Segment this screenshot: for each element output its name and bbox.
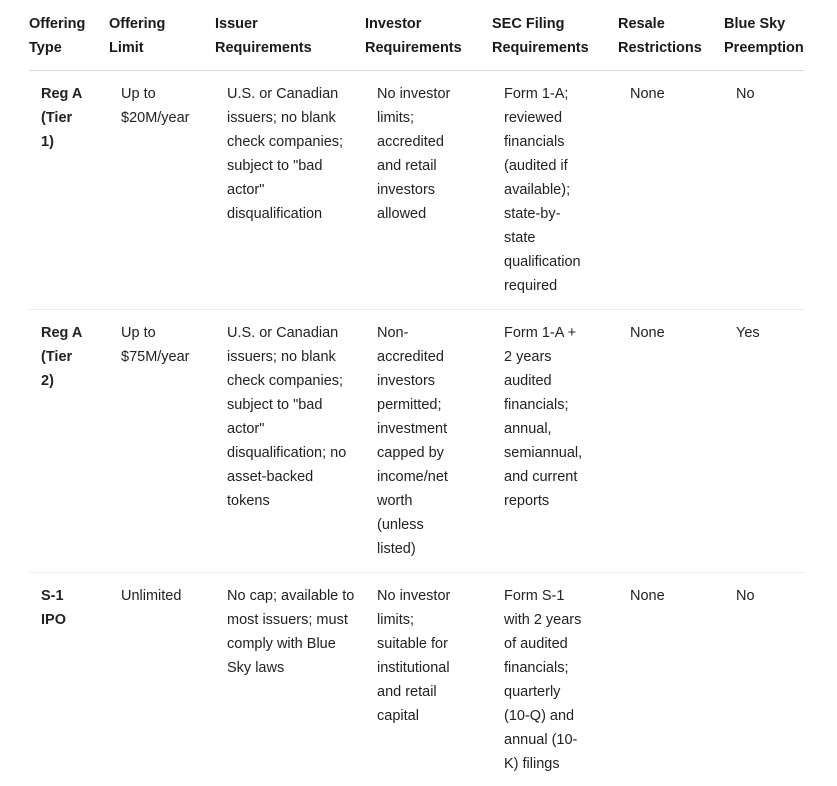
cell-offering-type: S-1 IPO <box>29 573 109 786</box>
header-row <box>29 0 804 71</box>
cell-blue-sky-preemption: No <box>724 71 804 310</box>
header-blue-sky-preemption: Blue Sky Preemption <box>724 0 804 71</box>
cell-issuer-requirements: No cap; available to most issuers; must comply with Blue Sky laws <box>215 573 365 786</box>
cell-resale-restrictions: None <box>618 310 724 573</box>
cell-offering-limit: Unlimited <box>109 573 215 786</box>
table-row <box>29 71 804 310</box>
header-offering-limit: Offering Limit <box>109 0 215 71</box>
header-investor-requirements: Investor Requirements <box>365 0 492 71</box>
cell-blue-sky-preemption: No <box>724 573 804 786</box>
cell-sec-filing-requirements: Form S-1 with 2 years of audited financials; quarterly (10-Q) and annual (10-K) filings <box>492 573 618 786</box>
cell-blue-sky-preemption: Yes <box>724 310 804 573</box>
cell-resale-restrictions: None <box>618 71 724 310</box>
header-sec-filing-requirements: SEC Filing Requirements <box>492 0 618 71</box>
cell-investor-requirements: Non-accredited investors permitted; investment capped by income/net worth (unless listed) <box>365 310 492 573</box>
header-resale-restrictions: Resale Restrictions <box>618 0 724 71</box>
header-issuer-requirements: Issuer Requirements <box>215 0 365 71</box>
table-row <box>29 573 804 786</box>
cell-investor-requirements: No investor limits; suitable for institutional and retail capital <box>365 573 492 786</box>
cell-offering-limit: Up to $20M/year <box>109 71 215 310</box>
cell-issuer-requirements: U.S. or Canadian issuers; no blank check companies; subject to "bad actor" disqualification <box>215 71 365 310</box>
offering-comparison-table <box>29 0 804 786</box>
table-row <box>29 310 804 573</box>
cell-sec-filing-requirements: Form 1-A + 2 years audited financials; annual, semiannual, and current reports <box>492 310 618 573</box>
cell-resale-restrictions: None <box>618 573 724 786</box>
header-offering-type: Offering Type <box>29 0 109 71</box>
cell-offering-type: Reg A (Tier 2) <box>29 310 109 573</box>
cell-issuer-requirements: U.S. or Canadian issuers; no blank check companies; subject to "bad actor" disqualification; no asset-backed tokens <box>215 310 365 573</box>
cell-offering-limit: Up to $75M/year <box>109 310 215 573</box>
cell-investor-requirements: No investor limits; accredited and retail investors allowed <box>365 71 492 310</box>
cell-offering-type: Reg A (Tier 1) <box>29 71 109 310</box>
cell-sec-filing-requirements: Form 1-A; reviewed financials (audited if available); state-by-state qualification required <box>492 71 618 310</box>
